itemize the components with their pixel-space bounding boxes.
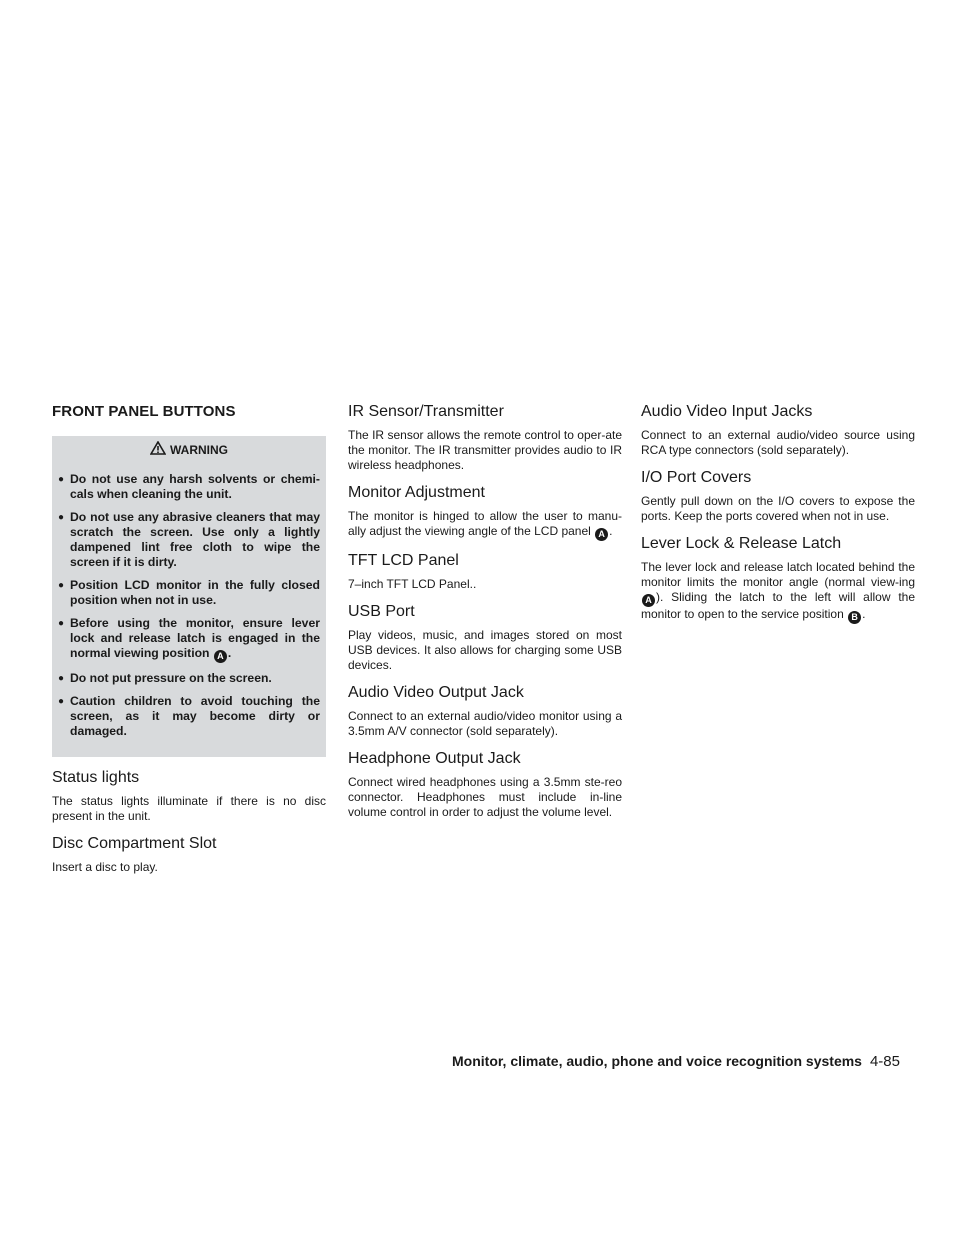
bullet-icon: ● [58, 474, 65, 485]
av-input-heading: Audio Video Input Jacks [641, 403, 813, 420]
tft-lcd-text: 7–inch TFT LCD Panel.. [348, 577, 477, 591]
column-2 [348, 403, 622, 831]
ir-sensor-text: The IR sensor allows the remote control to oper-ate the monitor. The IR transmitter provides audio to IR wireless headphones. [348, 428, 622, 472]
bullet-icon: ● [58, 673, 65, 684]
bullet-icon: ● [58, 580, 65, 591]
av-output-heading: Audio Video Output Jack [348, 684, 524, 701]
lever-lock-text: The lever lock and release latch located behind the monitor limits the monitor angle (normal view-ing A ). Sliding the latch to the left will allow the monitor to open to the service position B . [641, 560, 915, 622]
lever-lock-heading: Lever Lock & Release Latch [641, 535, 842, 552]
av-output-text: Connect to an external audio/video monitor using a 3.5mm A/V connector (sold separately). [348, 709, 622, 738]
warning-item: ● Caution children to avoid touching the screen, as it may become dirty or damaged. [58, 694, 320, 738]
warning-icon [150, 441, 166, 458]
callout-a-icon: A [642, 594, 655, 607]
callout-b-icon: B [848, 611, 861, 624]
warning-list [58, 472, 320, 739]
warning-box [52, 436, 326, 757]
disc-slot-heading: Disc Compartment Slot [52, 835, 217, 852]
warning-item: ● Position LCD monitor in the fully closed position when not in use. [58, 578, 320, 607]
section-title: FRONT PANEL BUTTONS [52, 403, 236, 420]
page-number: 4-85 [869, 1053, 900, 1070]
warning-item: ● Do not use any harsh solvents or chemi-cals when cleaning the unit. [58, 472, 320, 501]
column-1 [52, 403, 326, 886]
callout-a-icon: A [214, 650, 227, 663]
av-input-text: Connect to an external audio/video source using RCA type connectors (sold separately). [641, 428, 915, 457]
callout-a-icon: A [595, 528, 608, 541]
warning-title: WARNING [170, 442, 228, 457]
ir-sensor-heading: IR Sensor/Transmitter [348, 403, 504, 420]
warning-item: ● Before using the monitor, ensure lever lock and release latch is engaged in the normal viewing position A . [58, 616, 320, 661]
tft-lcd-heading: TFT LCD Panel [348, 552, 459, 569]
status-lights-heading: Status lights [52, 769, 140, 786]
io-covers-text: Gently pull down on the I/O covers to expose the ports. Keep the ports covered when not in use. [641, 494, 915, 523]
bullet-icon: ● [58, 618, 65, 629]
usb-port-text: Play videos, music, and images stored on most USB devices. It also allows for charging some USB devices. [348, 628, 622, 672]
footer-section-title: Monitor, climate, audio, phone and voice recognition systems [452, 1053, 862, 1069]
column-3 [641, 403, 915, 635]
warning-item: ● Do not use any abrasive cleaners that may scratch the screen. Use only a lightly dampened lint free cloth to wipe the screen if it is dirty. [58, 510, 320, 569]
status-lights-text: The status lights illuminate if there is no disc present in the unit. [52, 794, 326, 823]
monitor-adjustment-heading: Monitor Adjustment [348, 484, 485, 501]
page-footer [452, 1053, 900, 1070]
bullet-icon: ● [58, 512, 65, 523]
headphone-output-text: Connect wired headphones using a 3.5mm ste-reo connector. Headphones must include in-line volume control in order to adjust the volume level. [348, 775, 622, 819]
bullet-icon: ● [58, 696, 65, 707]
headphone-output-heading: Headphone Output Jack [348, 750, 521, 767]
io-covers-heading: I/O Port Covers [641, 469, 752, 486]
warning-item: ● Do not put pressure on the screen. [58, 671, 272, 685]
monitor-adjustment-text: The monitor is hinged to allow the user to manu-ally adjust the viewing angle of the LCD panel A . [348, 509, 622, 539]
disc-slot-text: Insert a disc to play. [52, 860, 158, 874]
warning-header [58, 441, 320, 458]
usb-port-heading: USB Port [348, 603, 415, 620]
